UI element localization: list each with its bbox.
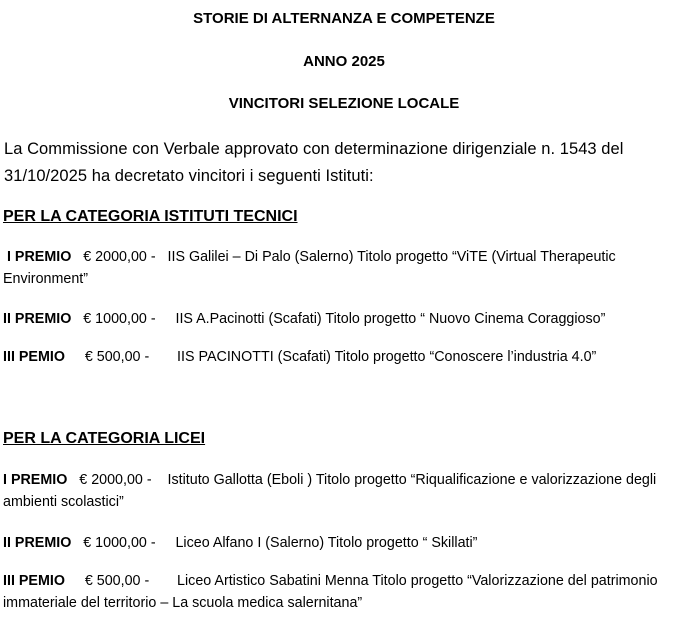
prize-amount: € 500,00 - (84, 573, 150, 589)
prize-amount: € 2000,00 - (83, 249, 156, 265)
prize-rank: I PREMIO (6, 249, 72, 265)
prize-description: IIS Galilei – Di Palo (Salerno) Titolo progetto “ViTE (Virtual Therapeutic Environment” (3, 249, 616, 287)
prize-rank: I PREMIO (3, 472, 68, 488)
prize-entry (3, 346, 687, 368)
prize-entry (3, 570, 687, 614)
document-subtitle: VINCITORI SELEZIONE LOCALE (228, 95, 460, 112)
document-year: ANNO 2025 (303, 53, 385, 70)
prize-amount: € 1000,00 - (83, 535, 156, 551)
prize-rank: III PEMIO (3, 349, 65, 365)
category-heading-istituti-tecnici: PER LA CATEGORIA ISTITUTI TECNICI (3, 208, 298, 225)
prize-amount: € 2000,00 - (79, 472, 152, 488)
prize-amount: € 1000,00 - (83, 311, 156, 327)
prize-description: Liceo Artistico Sabatini Menna Titolo progetto “Valorizzazione del patrimonio immateriale del territorio – La scuola medica salernitana” (3, 573, 658, 611)
prize-amount: € 500,00 - (84, 349, 150, 365)
document-title: STORIE DI ALTERNANZA E COMPETENZE (193, 10, 495, 27)
category-heading-licei: PER LA CATEGORIA LICEI (3, 430, 206, 447)
prize-description: IIS A.Pacinotti (Scafati) Titolo progetto “ Nuovo Cinema Coraggioso” (175, 311, 606, 327)
intro-paragraph: La Commissione con Verbale approvato con determinazione dirigenziale n. 1543 del 31/10/2025 ha decretato vincitori i seguenti Istituti: (4, 140, 624, 185)
prize-rank: II PREMIO (3, 311, 72, 327)
prize-rank: II PREMIO (3, 535, 72, 551)
prize-entry (3, 532, 687, 554)
prize-rank: III PEMIO (3, 573, 65, 589)
prize-entry (3, 308, 687, 330)
prize-description: Istituto Gallotta (Eboli ) Titolo progetto “Riqualificazione e valorizzazione degli ambienti scolastici” (3, 472, 657, 510)
prize-entry (3, 469, 687, 513)
prize-description: IIS PACINOTTI (Scafati) Titolo progetto “Conoscere l’industria 4.0” (177, 349, 597, 365)
prize-entry (3, 246, 687, 290)
prize-description: Liceo Alfano I (Salerno) Titolo progetto “ Skillati” (175, 535, 478, 551)
